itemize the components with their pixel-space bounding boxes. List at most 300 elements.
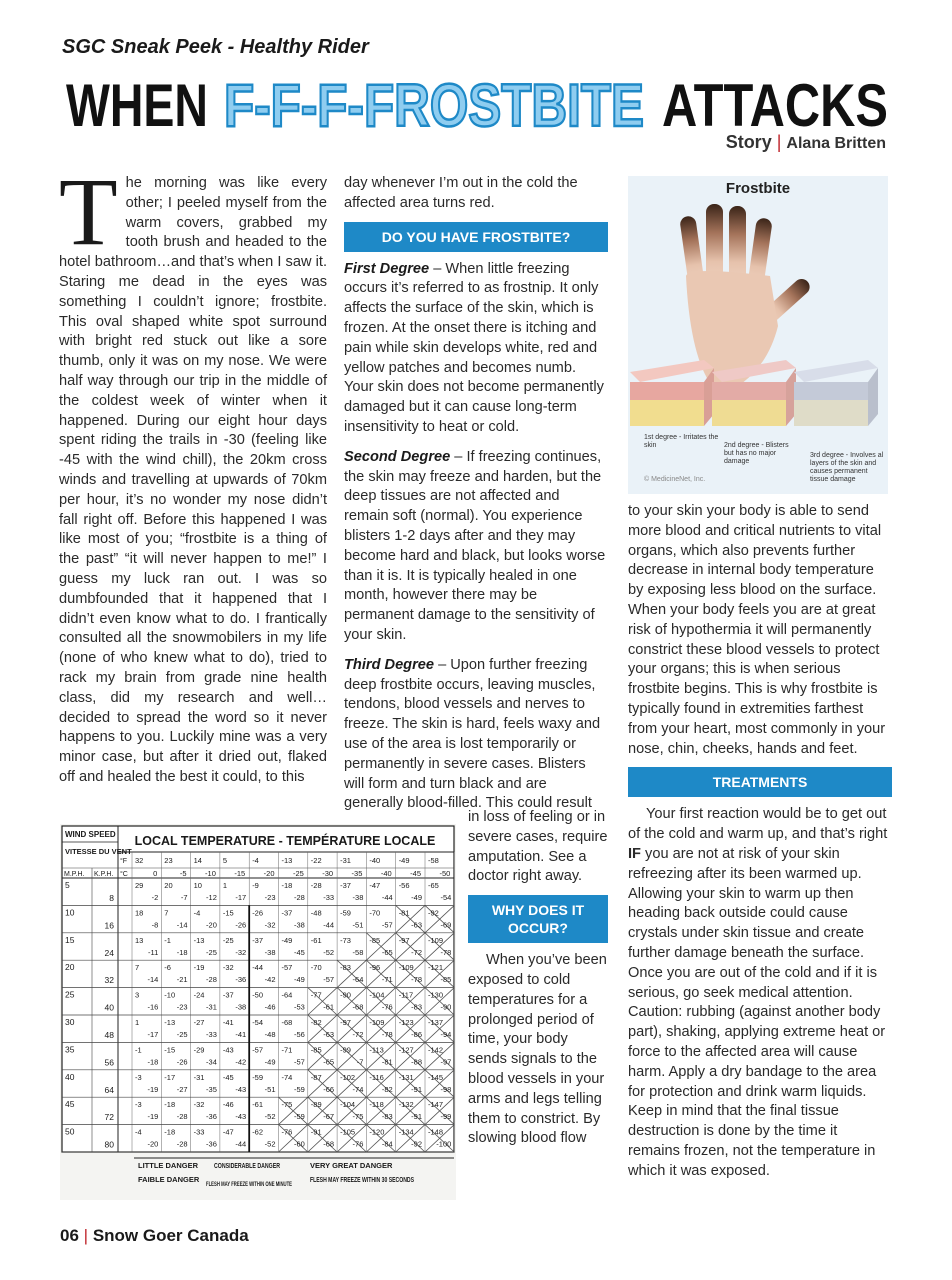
windchill-c: -57 xyxy=(381,920,393,930)
column-2-lower xyxy=(468,808,608,1149)
caption-3rd-degree: 3rd degree - Involves al layers of the skin and causes permanent tissue damage xyxy=(810,452,884,483)
windchill-c: -35 xyxy=(206,1084,217,1094)
windchill-c: -23 xyxy=(264,893,276,902)
windchill-c: -83 xyxy=(381,1112,393,1122)
windchill-c: -18 xyxy=(176,947,188,957)
windchill-f: -45 xyxy=(222,1072,234,1082)
wind-mph: 20 xyxy=(65,962,75,973)
windchill-c: -100 xyxy=(436,1139,452,1149)
windchill-f: -105 xyxy=(340,1127,356,1137)
windchill-f: -54 xyxy=(252,1018,264,1027)
why-paragraph: When you’ve been exposed to cold temperatures for a prolonged period of time, your body sends signals to the blood vessels in your arms and legs telling them to constrict. By slowing blood flow xyxy=(468,952,607,1147)
windchill-f: -3 xyxy=(135,1100,142,1110)
windchill-c: -91 xyxy=(411,1112,422,1122)
windchill-f: 7 xyxy=(135,963,140,973)
windchill-c: -97 xyxy=(440,1057,452,1067)
windchill-f: -27 xyxy=(193,1018,205,1027)
windchill-f: -116 xyxy=(369,1072,384,1082)
wind-mph: 25 xyxy=(65,989,75,1000)
windchill-f: -64 xyxy=(281,990,293,1000)
windchill-f: -43 xyxy=(222,1045,234,1055)
windchill-f: -4 xyxy=(135,1127,142,1137)
wind-kph: 40 xyxy=(104,1002,114,1013)
windchill-f: -81 xyxy=(398,908,410,918)
windchill-f: -1 xyxy=(135,1045,142,1055)
windchill-c: -92 xyxy=(411,1139,422,1149)
windchill-c: -49 xyxy=(293,975,305,985)
headline-attacks: ATTACKS xyxy=(662,72,888,136)
wind-kph: 56 xyxy=(104,1057,114,1068)
windchill-c: -28 xyxy=(206,975,217,985)
windchill-f: -25 xyxy=(222,935,234,945)
windchill-f: -15 xyxy=(222,908,234,918)
windchill-f: -62 xyxy=(252,1127,264,1137)
publication-name: Snow Goer Canada xyxy=(92,1226,249,1245)
windchill-f: -82 xyxy=(310,1018,322,1027)
temp-c-header: 0 xyxy=(153,869,158,878)
wind-mph: 35 xyxy=(65,1044,75,1055)
headline-when: WHEN xyxy=(66,72,208,136)
wind-mph: 10 xyxy=(65,907,75,918)
table-unit-c: °C xyxy=(120,871,128,878)
windchill-c: -67 xyxy=(323,1112,335,1122)
windchill-c: -32 xyxy=(264,920,276,930)
windchill-f: 29 xyxy=(135,881,144,890)
windchill-c: -86 xyxy=(411,1030,422,1039)
windchill-c: -46 xyxy=(264,1002,276,1012)
temp-f-header: 32 xyxy=(135,856,144,865)
windchill-f: -70 xyxy=(310,963,322,973)
windchill-c: -14 xyxy=(147,975,159,985)
windchill-c: -68 xyxy=(352,1002,364,1012)
windchill-f: -96 xyxy=(369,963,381,973)
windchill-f: 7 xyxy=(164,908,169,918)
windchill-c: -17 xyxy=(235,893,247,902)
windchill-c: -65 xyxy=(381,947,393,957)
wind-chill-table xyxy=(60,824,456,1200)
temp-c-header: -5 xyxy=(179,869,187,878)
section-heading-why: WHY DOES IT OCCUR? xyxy=(468,895,608,943)
windchill-f: -104 xyxy=(340,1100,356,1110)
windchill-c: -36 xyxy=(206,1112,217,1122)
windchill-f: -19 xyxy=(193,963,205,973)
windchill-c: -7 xyxy=(356,1057,364,1067)
treatments-paragraph xyxy=(628,805,892,1181)
windchill-f: -15 xyxy=(164,1045,176,1055)
windchill-c: -34 xyxy=(206,1057,217,1067)
windchill-c: -72 xyxy=(352,1030,364,1039)
temp-c-header: -20 xyxy=(263,869,275,878)
column-2-continuation: day whenever I’m out in the cold the affected area turns red. xyxy=(344,175,578,211)
byline-separator: | xyxy=(776,132,782,152)
windchill-c: -83 xyxy=(411,1002,422,1012)
windchill-f: -90 xyxy=(340,990,351,1000)
windchill-c: -36 xyxy=(206,1139,217,1149)
temp-f-header: 23 xyxy=(164,856,173,865)
windchill-c: -90 xyxy=(440,1002,452,1012)
windchill-c: -26 xyxy=(176,1057,188,1067)
windchill-f: -118 xyxy=(369,1100,384,1110)
table-title: LOCAL TEMPERATURE - TEMPÉRATURE LOCALE xyxy=(134,834,436,848)
windchill-c: -17 xyxy=(147,1030,159,1039)
treatments-text-b: you are not at risk of your skin refreezing after its been warmed up. Allowing your skin to warm up then heading back outside could cause crystals under skin tissue and create further damage beneath the surface. Once you are out of the cold and if it is serious, go seek medical attention. Caution: rubbing (against another body part), shaking, applying extreme heat or force to the affected area will cause harm. Apply a dry bandage to the area for protection and drink warm liquids. Keep in mind that the final tissue destruction is done by the time it remains frozen, not the temperature in which it was exposed. xyxy=(628,845,886,1179)
intro-paragraph xyxy=(59,158,327,788)
windchill-c: -65 xyxy=(323,1057,335,1067)
windchill-c: -43 xyxy=(235,1084,247,1094)
windchill-c: -38 xyxy=(352,893,364,902)
frostbite-figure xyxy=(628,176,888,494)
windchill-c: -78 xyxy=(411,975,422,985)
windchill-c: -25 xyxy=(206,947,217,957)
windchill-f: -37 xyxy=(340,881,351,890)
windchill-c: -28 xyxy=(293,893,305,902)
windchill-f: -71 xyxy=(281,1045,293,1055)
windchill-c: -38 xyxy=(293,920,305,930)
wind-mph: 15 xyxy=(65,934,75,945)
windchill-f: 20 xyxy=(164,881,173,890)
windchill-f: -4 xyxy=(193,908,201,918)
temp-f-header: -49 xyxy=(398,856,410,865)
windchill-c: -66 xyxy=(323,1084,335,1094)
windchill-c: -59 xyxy=(293,1084,305,1094)
table-wind-label: WIND SPEED xyxy=(65,830,116,839)
windchill-f: -134 xyxy=(398,1127,414,1137)
temp-c-header: -35 xyxy=(351,869,363,878)
intro-body: he morning was like every other; I peeled myself from the warm covers, grabbed my tooth brush and headed to the hotel bathroom…and that’s when I saw it. Staring me dead in the eyes was something I couldn’t ignore; frostbite. This oval shaped white spot surround with bright red stuck out like a sore thumb, only it was on my nose. We were half way through our trip in the middle of the coldest week of winter when it happened. During our eight hour days spent riding the trails in -30 (feeling like -45 with the wind chill), the 20km cross winds and travelling at upwards of 70km per hour, it’s no wonder my nose didn’t fall right off. Before this happened I was like most of you; “frostbite is a thing of the past” “it will never happen to me!” I guess my luck ran out. I was so dumbfounded that it happened that I didn’t even know what to do. I frantically consulted all the snowmobilers in my life (none of who knew what to do), tried to rack my brain from grade nine health class, did my research and well… decided to spread the word so it never happens to you. Luckily mine was a very minor case, but after it dried out, flaked off and healed the best it could, to this xyxy=(59,175,327,785)
windchill-f: -37 xyxy=(281,908,293,918)
wind-mph: 50 xyxy=(65,1126,75,1137)
windchill-f: -120 xyxy=(369,1127,385,1137)
windchill-c: -42 xyxy=(235,1057,247,1067)
windchill-c: -42 xyxy=(264,975,276,985)
windchill-c: -8 xyxy=(151,920,159,930)
windchill-f: -61 xyxy=(310,935,322,945)
wind-mph: 40 xyxy=(65,1071,75,1082)
wind-kph: 24 xyxy=(104,947,114,958)
windchill-f: -56 xyxy=(398,881,410,890)
windchill-f: -61 xyxy=(252,1100,264,1110)
windchill-f: -102 xyxy=(340,1072,356,1082)
wind-kph: 64 xyxy=(104,1084,114,1095)
legend-great-danger: VERY GREAT DANGER xyxy=(310,1161,393,1170)
first-degree-paragraph xyxy=(344,260,608,438)
windchill-c: -44 xyxy=(235,1139,247,1149)
treatments-if: IF xyxy=(628,845,641,862)
windchill-f: -76 xyxy=(281,1127,293,1137)
windchill-c: -60 xyxy=(293,1139,305,1149)
wind-kph: 16 xyxy=(104,920,114,931)
windchill-f: -3 xyxy=(135,1072,142,1082)
windchill-f: -89 xyxy=(310,1100,322,1110)
windchill-c: -38 xyxy=(264,947,276,957)
windchill-c: -38 xyxy=(235,1002,247,1012)
windchill-f: -113 xyxy=(369,1045,384,1055)
windchill-f: -44 xyxy=(252,963,264,973)
windchill-c: -59 xyxy=(293,1112,305,1122)
windchill-c: -33 xyxy=(323,893,335,902)
windchill-c: -44 xyxy=(323,920,335,930)
windchill-f: -97 xyxy=(340,1018,351,1027)
windchill-c: -27 xyxy=(176,1084,188,1094)
second-degree-paragraph xyxy=(344,448,608,646)
headline-frostbite: F-F-F-FROSTBITE xyxy=(224,72,644,136)
windchill-f: -145 xyxy=(428,1072,444,1082)
temp-f-header: -31 xyxy=(340,856,351,865)
windchill-c: -12 xyxy=(206,893,217,902)
windchill-c: -28 xyxy=(176,1112,188,1122)
windchill-f: -85 xyxy=(310,1045,322,1055)
windchill-c: -88 xyxy=(411,1057,422,1067)
windchill-c: -91 xyxy=(411,1084,422,1094)
windchill-c: -26 xyxy=(235,920,247,930)
windchill-f: -87 xyxy=(310,1072,322,1082)
table-unit-kph: K.P.H. xyxy=(94,871,114,878)
third-degree-continuation: in loss of feeling or in severe cases, require amputation. See a doctor right away. xyxy=(468,809,608,885)
windchill-c: -76 xyxy=(381,1002,393,1012)
legend-little-danger-fr: FAIBLE DANGER xyxy=(138,1175,200,1184)
section-heading-treatments: TREATMENTS xyxy=(628,767,892,797)
windchill-f: -33 xyxy=(193,1127,205,1137)
windchill-f: -59 xyxy=(340,908,351,918)
windchill-c: -28 xyxy=(176,1139,188,1149)
windchill-f: -46 xyxy=(222,1100,234,1110)
windchill-c: -19 xyxy=(147,1112,159,1122)
windchill-f: 13 xyxy=(135,935,144,945)
windchill-c: -21 xyxy=(176,975,188,985)
windchill-f: -47 xyxy=(222,1127,234,1137)
windchill-f: -109 xyxy=(398,963,414,973)
windchill-c: -23 xyxy=(176,1002,188,1012)
legend-great-note: FLESH MAY FREEZE WITHIN 30 SECONDS xyxy=(310,1177,415,1184)
windchill-c: -69 xyxy=(440,920,452,930)
windchill-c: -18 xyxy=(147,1057,159,1067)
windchill-c: -49 xyxy=(264,1057,276,1067)
windchill-f: 1 xyxy=(135,1018,140,1027)
windchill-f: -18 xyxy=(281,881,293,890)
windchill-c: -53 xyxy=(293,1002,305,1012)
windchill-f: -13 xyxy=(193,935,205,945)
windchill-c: -68 xyxy=(323,1139,335,1149)
windchill-c: -75 xyxy=(352,1112,364,1122)
windchill-c: -52 xyxy=(323,947,335,957)
footer xyxy=(60,1226,249,1246)
caption-2nd-degree: 2nd degree - Blisters but has no major damage xyxy=(724,442,789,465)
temp-c-header: -40 xyxy=(380,869,392,878)
wind-kph: 72 xyxy=(104,1112,114,1123)
windchill-f: 18 xyxy=(135,908,144,918)
windchill-f: -109 xyxy=(428,935,444,945)
windchill-f: -137 xyxy=(428,1018,444,1027)
windchill-f: -83 xyxy=(340,963,351,973)
windchill-c: -84 xyxy=(381,1139,393,1149)
third-degree-paragraph xyxy=(344,656,608,814)
windchill-c: -48 xyxy=(264,1030,276,1039)
windchill-f: -6 xyxy=(164,963,171,973)
windchill-f: -99 xyxy=(340,1045,351,1055)
temp-c-header: -50 xyxy=(439,869,451,878)
windchill-c: -56 xyxy=(293,1030,305,1039)
third-degree-text: – Upon further freezing deep frostbite occurs, leaving muscles, tendons, blood vessels and nerves to freeze. The skin is hard, feels waxy and use of the area is lost temporarily or permanently in severe cases. Blisters will form and turn black and are generally blood-filled. This could result xyxy=(344,656,601,812)
windchill-f: -18 xyxy=(164,1100,176,1110)
windchill-c: -19 xyxy=(147,1084,159,1094)
windchill-c: -54 xyxy=(440,893,452,902)
column-1 xyxy=(59,158,327,788)
windchill-f: -132 xyxy=(398,1100,414,1110)
windchill-f: -17 xyxy=(164,1072,176,1082)
windchill-f: 1 xyxy=(222,881,228,890)
wind-mph: 5 xyxy=(65,880,70,890)
section-heading-frostbite: DO YOU HAVE FROSTBITE? xyxy=(344,222,608,252)
windchill-f: -57 xyxy=(252,1045,264,1055)
wind-kph: 48 xyxy=(104,1030,114,1040)
windchill-c: -36 xyxy=(235,975,247,985)
first-degree-text: – When little freezing occurs it’s referred to as frostnip. It only affects the surface of the skin, which is frozen. At the onset there is itching and pain while skin develops white, red and yellow patches and becomes numb. Your skin does not become permanently damaged but it can cause long-term insensitivity to heat or cold. xyxy=(344,260,604,435)
temp-f-header: -40 xyxy=(369,856,381,865)
wind-kph: 80 xyxy=(104,1139,114,1150)
windchill-c: -63 xyxy=(323,1030,335,1039)
legend-considerable-danger: CONSIDERABLE DANGER xyxy=(214,1161,281,1170)
wind-mph: 30 xyxy=(65,1017,75,1027)
windchill-c: -33 xyxy=(206,1030,217,1039)
temp-f-header: -13 xyxy=(281,856,293,865)
windchill-c: -57 xyxy=(293,1057,305,1067)
windchill-f: -37 xyxy=(222,990,234,1000)
windchill-c: -74 xyxy=(352,1084,364,1094)
windchill-f: -123 xyxy=(398,1018,414,1027)
windchill-f: -47 xyxy=(369,881,381,890)
temp-f-header: 14 xyxy=(193,856,202,865)
windchill-c: -82 xyxy=(381,1084,393,1094)
windchill-f: -142 xyxy=(428,1045,444,1055)
windchill-c: -57 xyxy=(323,975,335,985)
windchill-f: -73 xyxy=(340,935,351,945)
byline-label: Story xyxy=(725,132,772,152)
windchill-c: -11 xyxy=(148,947,159,957)
temp-f-header: -4 xyxy=(252,856,259,865)
windchill-f: 3 xyxy=(135,990,140,1000)
figure-title: Frostbite xyxy=(725,180,791,197)
windchill-f: -127 xyxy=(398,1045,414,1055)
windchill-f: -70 xyxy=(369,908,381,918)
windchill-c: -16 xyxy=(147,1002,159,1012)
windchill-f: -41 xyxy=(222,1018,234,1027)
windchill-f: -32 xyxy=(193,1100,205,1110)
byline xyxy=(726,132,886,153)
windchill-f: -68 xyxy=(281,1018,293,1027)
windchill-f: -75 xyxy=(281,1100,293,1110)
windchill-f: -48 xyxy=(310,908,322,918)
table-wind-label-fr: VITESSE DU VENT xyxy=(65,847,132,856)
windchill-c: -41 xyxy=(235,1030,247,1039)
windchill-c: -63 xyxy=(411,920,422,930)
windchill-c: -76 xyxy=(352,1139,364,1149)
windchill-c: -72 xyxy=(411,947,422,957)
windchill-f: -31 xyxy=(193,1072,205,1082)
windchill-c: -61 xyxy=(323,1002,335,1012)
windchill-c: -52 xyxy=(264,1112,276,1122)
windchill-c: -78 xyxy=(381,1030,393,1039)
legend-little-danger: LITTLE DANGER xyxy=(138,1161,198,1170)
windchill-c: -51 xyxy=(352,920,364,930)
windchill-c: -85 xyxy=(440,975,452,985)
windchill-c: -71 xyxy=(381,975,393,985)
windchill-f: -117 xyxy=(398,990,414,1000)
windchill-f: -29 xyxy=(193,1045,205,1055)
windchill-c: -14 xyxy=(176,920,188,930)
figure-credit: © MedicineNet, Inc. xyxy=(644,476,706,483)
windchill-f: -131 xyxy=(398,1072,414,1082)
windchill-c: -7 xyxy=(180,893,188,902)
legend-considerable-note: FLESH MAY FREEZE WITHIN ONE MINUTE xyxy=(206,1181,293,1188)
windchill-f: -10 xyxy=(164,990,176,1000)
wind-mph: 45 xyxy=(65,1099,75,1110)
windchill-c: -52 xyxy=(264,1139,276,1149)
windchill-c: -81 xyxy=(381,1057,393,1067)
windchill-c: -49 xyxy=(411,893,422,902)
table-unit-f: °F xyxy=(120,858,128,865)
windchill-c: -20 xyxy=(206,920,217,930)
temp-f-header: -58 xyxy=(428,856,439,865)
windchill-f: -104 xyxy=(369,990,385,1000)
windchill-f: -91 xyxy=(310,1127,322,1137)
table-unit-mph: M.P.H. xyxy=(64,871,85,878)
temp-c-header: -15 xyxy=(234,869,246,878)
windchill-f: -59 xyxy=(252,1072,264,1082)
windchill-f: -24 xyxy=(193,990,205,1000)
windchill-c: -32 xyxy=(235,947,247,957)
temp-c-header: -30 xyxy=(322,869,334,878)
windchill-c: -44 xyxy=(381,893,393,902)
column-3 xyxy=(628,502,892,1182)
windchill-c: -94 xyxy=(440,1030,452,1039)
windchill-f: -148 xyxy=(428,1127,444,1137)
treatments-text-a: Your first reaction would be to get out of the cold and warm up, and that’s right xyxy=(628,806,888,843)
headline xyxy=(66,70,890,136)
temp-c-header: -10 xyxy=(205,869,216,878)
windchill-f: -97 xyxy=(398,935,410,945)
third-degree-label: Third Degree xyxy=(344,656,435,673)
windchill-f: 10 xyxy=(193,881,202,890)
second-degree-label: Second Degree xyxy=(344,448,451,465)
windchill-f: -77 xyxy=(310,990,322,1000)
first-degree-label: First Degree xyxy=(344,260,430,277)
windchill-c: -43 xyxy=(235,1112,247,1122)
windchill-c: -2 xyxy=(151,893,159,902)
column-2 xyxy=(344,174,608,814)
temp-f-header: -22 xyxy=(310,856,322,865)
column-3-continuation: to your skin your body is able to send more blood and critical nutrients to vital organs, which also prevents further decrease in internal body temperature by exposing less blood on the surface. When your body feels you are at great risk of hypothermia it will permanently constrict these blood vessels to protect your organs; this is when serious frostbite begins. This is why frostbite is typically found in extremities farthest from your heart, most commonly in your nose, chin, cheeks, hands and feet. xyxy=(628,503,886,757)
windchill-f: -50 xyxy=(252,990,264,1000)
page-number: 06 xyxy=(60,1226,79,1245)
windchill-f: -85 xyxy=(369,935,381,945)
windchill-f: -1 xyxy=(164,935,171,945)
windchill-c: -25 xyxy=(176,1030,188,1039)
windchill-f: -9 xyxy=(252,881,259,890)
windchill-f: -121 xyxy=(428,963,444,973)
windchill-f: -28 xyxy=(310,881,322,890)
second-degree-text: – If freezing continues, the skin may freeze and harden, but the deep tissues are not affected and remain soft (normal). You experience blisters 1-2 days after and they may become hard and black, but looks worse than it is. It is typically healed in one month, however there may be permanent damage to the sensitivity of your skin. xyxy=(344,448,606,643)
windchill-c: -99 xyxy=(440,1112,452,1122)
windchill-f: -13 xyxy=(164,1018,176,1027)
windchill-f: -130 xyxy=(428,990,444,1000)
windchill-f: -109 xyxy=(369,1018,385,1027)
windchill-f: -32 xyxy=(222,963,234,973)
windchill-c: -51 xyxy=(264,1084,276,1094)
windchill-c: -20 xyxy=(147,1139,159,1149)
windchill-c: -31 xyxy=(206,1002,217,1012)
temp-f-header: 5 xyxy=(222,856,228,865)
windchill-c: -45 xyxy=(293,947,305,957)
